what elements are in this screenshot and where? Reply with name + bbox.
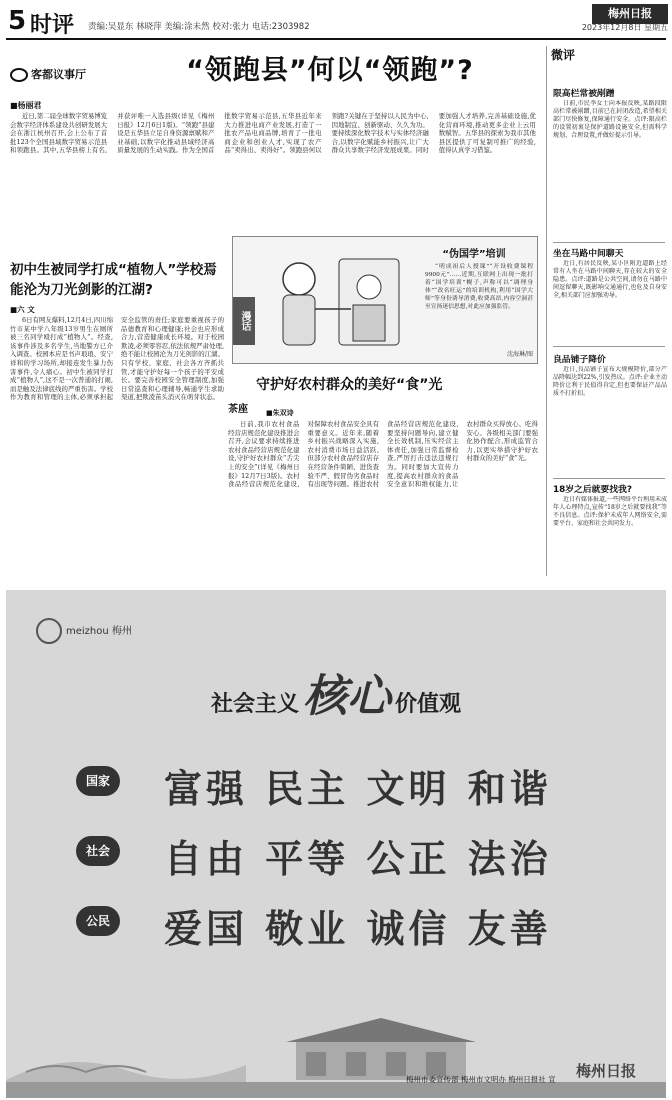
- banner-logo: [36, 618, 132, 644]
- cartoon-illustration: [259, 239, 419, 363]
- values-row-tag: 国家: [76, 766, 120, 796]
- values-row: [76, 898, 636, 951]
- sidebar-item-title: 18岁之后就要找我?: [553, 485, 632, 495]
- article3-headline: 守护好农村群众的美好“食”光: [256, 377, 443, 393]
- sidebar: [546, 46, 668, 576]
- issue-date: 2023年12月8日 星期五: [581, 23, 668, 32]
- slogan-right: 价值观: [395, 692, 462, 717]
- cartoon-author: 沈海琳/图: [506, 351, 533, 358]
- values-row-words: 爱国 敬业 诚信 友善: [164, 907, 552, 951]
- banner-logo-text: meizhou 梅州: [66, 626, 132, 637]
- staff-line: 责编:吴显东 林晓萍 美编:涂未然 校对:张力 电话:2303982: [88, 22, 310, 32]
- header-rule: [6, 38, 666, 40]
- article3-column: 茶座: [228, 404, 248, 415]
- sidebar-divider: [553, 478, 665, 479]
- values-banner: [6, 590, 666, 1098]
- article2-headline: 初中生被同学打成“植物人”学校焉能沦为刀光剑影的江湖?: [10, 262, 217, 298]
- banner-watermark: 梅州日报: [576, 1062, 637, 1080]
- cartoon-tag: 漫话: [233, 297, 255, 345]
- sidebar-divider: [553, 242, 665, 243]
- banner-credit: 梅州市委宣传部 梅州市文明办 梅州日报社 宣: [406, 1075, 556, 1084]
- main-headline: “领跑县”何以“领跑”?: [186, 55, 474, 86]
- page-header: [0, 0, 672, 40]
- cartoon-box: [232, 236, 538, 364]
- sidebar-item-title: 良品铺子降价: [553, 355, 606, 365]
- column-icon: [10, 68, 28, 82]
- slogan-big: 核心: [303, 671, 391, 722]
- article3-body: 日前,我市农村食品经营店规范化建设推进会召开,会议要求持续推进农村食品经营店规范化建设,守护好农村群众“舌尖上的安全”(详见《梅州日报》12月7日3版)。农村食品经营店规范化建设,对保障农村食品安全具有重要意义。近年来,随着乡村振兴战略深入实施,农村消费市场日益活跃,但部分农村食品经营店存在经营条件简陋、进货查验不严、假冒伪劣食品时有出现等问题。推进农村食品经营店规范化建设,要坚持问题导向,建立健全长效机制,压实经营主体责任,加强日常监督检查,严厉打击违法违规行为。同时要加大宣传力度,提高农村群众的食品安全意识和维权能力,让农村群众买得放心、吃得安心。各级相关部门要强化协作配合,形成监管合力,以更实举措守护好农村群众的美好“食”光。: [228, 420, 538, 489]
- sidebar-item-title: 坐在马路中间聊天: [553, 249, 624, 259]
- main-body: 近日,第二届全球数字贸易博览会数字经济体系建设共创研发展大会在浙江杭州召开,会上公布了首批123个全国县域数字贸易示范县和领跑县。其中,五华县榜上有名,并获评唯一入选县级(详见《梅州日报》12月6日1版)。“领跑”县建设是五华县立足自身资源禀赋和产业基础,以数字化推动县域经济高质量发展的生动实践。作为全国首批数字贸易示范县,五华县近年来大力推进电商产业发展,打造了一批农产品电商品牌,培育了一批电商企业和创业人才,实现了农产品“卖得出、卖得好”。领跑县何以领跑?关键在于坚持以人民为中心,因地制宜、创新驱动、久久为功。要持续深化数字技术与实体经济融合,以数字化赋能乡村振兴,让广大群众共享数字经济发展成果。同时要加强人才培养,完善基础设施,优化营商环境,推动更多企业上云用数赋智。五华县的探索为我市其他县区提供了可复制可推广的经验,值得认真学习借鉴。: [10, 112, 536, 155]
- values-row: [76, 758, 636, 811]
- sidebar-item-body: 日前,市民李女士向本报反映,某路段限高栏常被剐蹭,目前已在封闭改造,希望相关部门尽快修复,保障通行安全。点评:限高栏的设置初衷是保护道路设施安全,但需科学规划、合理设置,并做好提示引导。: [553, 100, 667, 139]
- meizhou-logo-icon: [36, 618, 62, 644]
- sidebar-item-body: 近日,有居民反映,某小区附近道路上经常有人坐在马路中间聊天,存在较大的安全隐患。点评:道路是公共空间,请勿在马路中间逗留聊天,既影响交通通行,也危及自身安全,相关部门应加强劝导。: [553, 260, 667, 299]
- sidebar-item-body: 近日有媒体报道,一些网络平台利用未成年人心理特点,宣传“18岁之后就要找我”等不良信息。点评:保护未成年人网络安全,需要平台、家庭和社会共同发力。: [553, 496, 667, 527]
- cartoon-text: “明成祖后人授课”“开设收费课程9900元”……近期,互联网上出现一批打着“国学培训”幌子,声称可以“调理身体”“改名旺运”的培训机构,利用“国学大师”等身份诱导消费,收费高昂,内容空洞甚至宣扬迷信思想,对此应加强监管。: [425, 264, 533, 310]
- article2-body: 6日有网友爆料,12月4日,四川绵竹市某中学八年级13岁男生在厕所被三名同学殴打成“植物人”。经查,该事件涉及多名学生,当地警方已介入调查。校园本应是书声琅琅、安宁祥和的学习场所,却接连发生暴力伤害事件,令人痛心。初中生被同学打成“植物人”,这不是一次普通的打闹,而是触及法律底线的严重伤害。学校作为教育和管理的主体,必须承担起安全监管的责任;家庭要重视孩子的品德教育和心理健康;社会也应形成合力,营造健康成长环境。对于校园欺凌,必须零容忍,依法依规严肃处理,绝不能让校园沦为刀光剑影的江湖。只有学校、家庭、社会各方齐抓共管,才能守护好每一个孩子的平安成长。要完善校园安全管理制度,加强日常巡查和心理辅导,畅通学生求助渠道,把欺凌苗头消灭在萌芽状态。: [10, 316, 224, 402]
- values-row-tag: 公民: [76, 906, 120, 936]
- sidebar-item-title: 限高栏常被剐蹭: [553, 89, 615, 99]
- values-row-words: 自由 平等 公正 法治: [164, 837, 552, 881]
- main-byline: ■杨丽君: [10, 101, 42, 110]
- slogan-left: 社会主义: [210, 692, 299, 717]
- article3-byline: ■朱双诗: [266, 409, 294, 417]
- city-skyline-illustration: [6, 1010, 666, 1098]
- cartoon-caption: “伪国学”培训: [442, 249, 506, 260]
- column-name-text: 客都议事厅: [31, 68, 86, 81]
- values-row-tag: 社会: [76, 836, 120, 866]
- column-name: [10, 66, 120, 86]
- values-row-words: 富强 民主 文明 和谐: [164, 767, 552, 811]
- article2-byline: ■六 文: [10, 305, 35, 314]
- section-title: 时评: [30, 13, 75, 38]
- values-row: [76, 828, 636, 881]
- banner-slogan: [6, 660, 666, 724]
- page-number: 5: [8, 6, 27, 36]
- newspaper-logo: 梅州日报: [592, 4, 668, 24]
- sidebar-head: 微评: [551, 48, 576, 62]
- sidebar-divider: [553, 346, 665, 347]
- sidebar-item-body: 近日,良品铺子宣布大规模降价,部分产品降幅达到22%,引发热议。点评:企业主动降价让利于民值得肯定,但也要保证产品品质不打折扣。: [553, 366, 667, 397]
